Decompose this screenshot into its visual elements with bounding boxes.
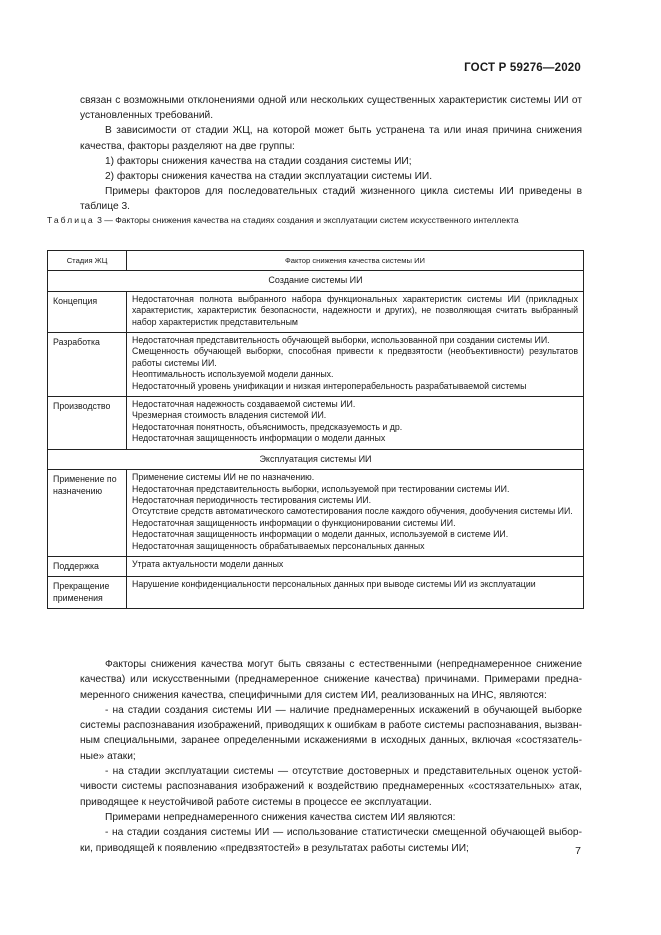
table-caption xyxy=(47,214,587,226)
body-text xyxy=(80,657,582,856)
section-row-creation xyxy=(48,271,584,291)
table-row xyxy=(48,291,584,332)
intro-text xyxy=(80,93,582,215)
table-row xyxy=(48,397,584,450)
factor-line: Недостаточная защищенность обрабатываемых персональных данных xyxy=(132,540,425,551)
table-header-row xyxy=(48,251,584,271)
factor-line: Утрата актуальности модели данных xyxy=(132,558,284,569)
factor-line: Недостаточная полнота выбранного набора функциональных характеристик системы ИИ (прикладных характеристик, характеристик безопасности, надежности и других), не позволяющая считать выбранный набор характеристик представительным xyxy=(132,293,578,327)
table-row xyxy=(48,470,584,557)
quality-factors-table xyxy=(47,250,584,609)
factor-line: Нарушение конфиденциальности персональных данных при выводе системы ИИ из эксплуатации xyxy=(132,579,536,590)
intro-list-item-2: 2) факторы снижения качества на стадии эксплуатации системы ИИ. xyxy=(105,171,433,183)
factor-cell xyxy=(127,470,584,557)
stage-cell: Применение по назначению xyxy=(48,470,127,557)
factor-cell xyxy=(127,291,584,332)
body-paragraph-5: - на стадии создания системы ИИ — использование статистически смещенной обучающей выборки, приводящей к появлению «предвзятостей» в результатах работы системы ИИ; xyxy=(80,827,582,854)
body-paragraph-4: Примерами непреднамеренного снижения качества систем ИИ являются: xyxy=(105,811,456,823)
body-paragraph-2: - на стадии создания системы ИИ — наличие преднамеренных искажений в обучающей выборке системы распознавания изображений, приводящих к ошибкам в работе системы распознавания, вызванным специальными, заранее определенными искажениями в исходных данных, включая «состязательные» атаки; xyxy=(80,704,582,762)
stage-cell: Поддержка xyxy=(48,556,127,576)
page-number: 7 xyxy=(575,845,581,857)
section-title-creation: Создание системы ИИ xyxy=(48,271,584,291)
body-paragraph-3: - на стадии эксплуатации системы — отсутствие достоверных и представительных оценок устойчивости системы распознавания изображений к воздействию преднамеренных «состязательных» атак, приводящее к неустойчивой работе системы в процессе ее эксплуатации. xyxy=(80,766,582,808)
intro-paragraph-1: связан с возможными отклонениями одной или нескольких существенных характеристик системы ИИ от установленных требований. xyxy=(80,95,582,122)
factor-line: Отсутствие средств автоматического самотестирования после каждого обучения, дообучения системы ИИ. xyxy=(132,506,573,517)
factor-line: Недостаточная представительность обучающей выборки, использованной при создании системы ИИ. xyxy=(132,335,550,346)
section-row-operation xyxy=(48,449,584,469)
intro-list-item-1: 1) факторы снижения качества на стадии создания системы ИИ; xyxy=(105,155,412,167)
intro-paragraph-3: Примеры факторов для последовательных стадий жизненного цикла системы ИИ приведены в таблице 3. xyxy=(80,186,582,213)
section-title-operation: Эксплуатация системы ИИ xyxy=(48,449,584,469)
factor-cell xyxy=(127,333,584,397)
intro-paragraph-2: В зависимости от стадии ЖЦ, на которой может быть устранена та или иная причина снижения качества, факторы разделяют на две группы: xyxy=(80,125,582,152)
factor-line: Недостаточная надежность создаваемой системы ИИ. xyxy=(132,399,356,410)
table-caption-label: Таблица xyxy=(47,215,95,225)
factor-line: Недостаточная понятность, объяснимость, предсказуемость и др. xyxy=(132,421,403,432)
factor-line: Недостаточная защищенность информации о функционировании системы ИИ. xyxy=(132,517,456,528)
factor-line: Недостаточный уровень унификации и низкая интероперабельность разрабатываемой системы xyxy=(132,380,527,391)
factor-line: Недостаточная защищенность информации о модели данных, используемой в системе ИИ. xyxy=(132,529,509,540)
factor-cell xyxy=(127,577,584,609)
factor-line: Недостаточная защищенность информации о модели данных xyxy=(132,433,386,444)
column-header-stage: Стадия ЖЦ xyxy=(48,251,127,271)
table-caption-text: 3 — Факторы снижения качества на стадиях создания и эксплуатации систем искусственного интеллекта xyxy=(97,215,519,225)
factor-line: Применение системы ИИ не по назначению. xyxy=(132,472,315,483)
stage-cell: Прекращение применения xyxy=(48,577,127,609)
factor-cell xyxy=(127,397,584,450)
body-paragraph-1: Факторы снижения качества могут быть связаны с естественными (непреднамеренное снижение качества) или искусственными (преднамеренное снижение качества) причинами. Примерами преднамеренного снижения качества, специфичными для систем ИИ, реализованных на ИНС, являются: xyxy=(80,659,582,701)
document-code: ГОСТ Р 59276—2020 xyxy=(464,62,581,74)
factor-line: Недостаточная представительность выборки, используемой при тестировании системы ИИ. xyxy=(132,483,510,494)
factor-line: Неоптимальность используемой модели данных. xyxy=(132,369,334,380)
factor-line: Смещенность обучающей выборки, способная привести к предвзятости (необъективности) результатов работы системы ИИ. xyxy=(132,346,578,368)
stage-cell: Концепция xyxy=(48,291,127,332)
table-row xyxy=(48,333,584,397)
factor-line: Недостаточная периодичность тестирования системы ИИ. xyxy=(132,494,372,505)
stage-cell: Разработка xyxy=(48,333,127,397)
factor-cell xyxy=(127,556,584,576)
table-row xyxy=(48,577,584,609)
factor-line: Чрезмерная стоимость владения системой ИИ. xyxy=(132,410,327,421)
column-header-factor: Фактор снижения качества системы ИИ xyxy=(127,251,584,271)
stage-cell: Производство xyxy=(48,397,127,450)
table-row xyxy=(48,556,584,576)
